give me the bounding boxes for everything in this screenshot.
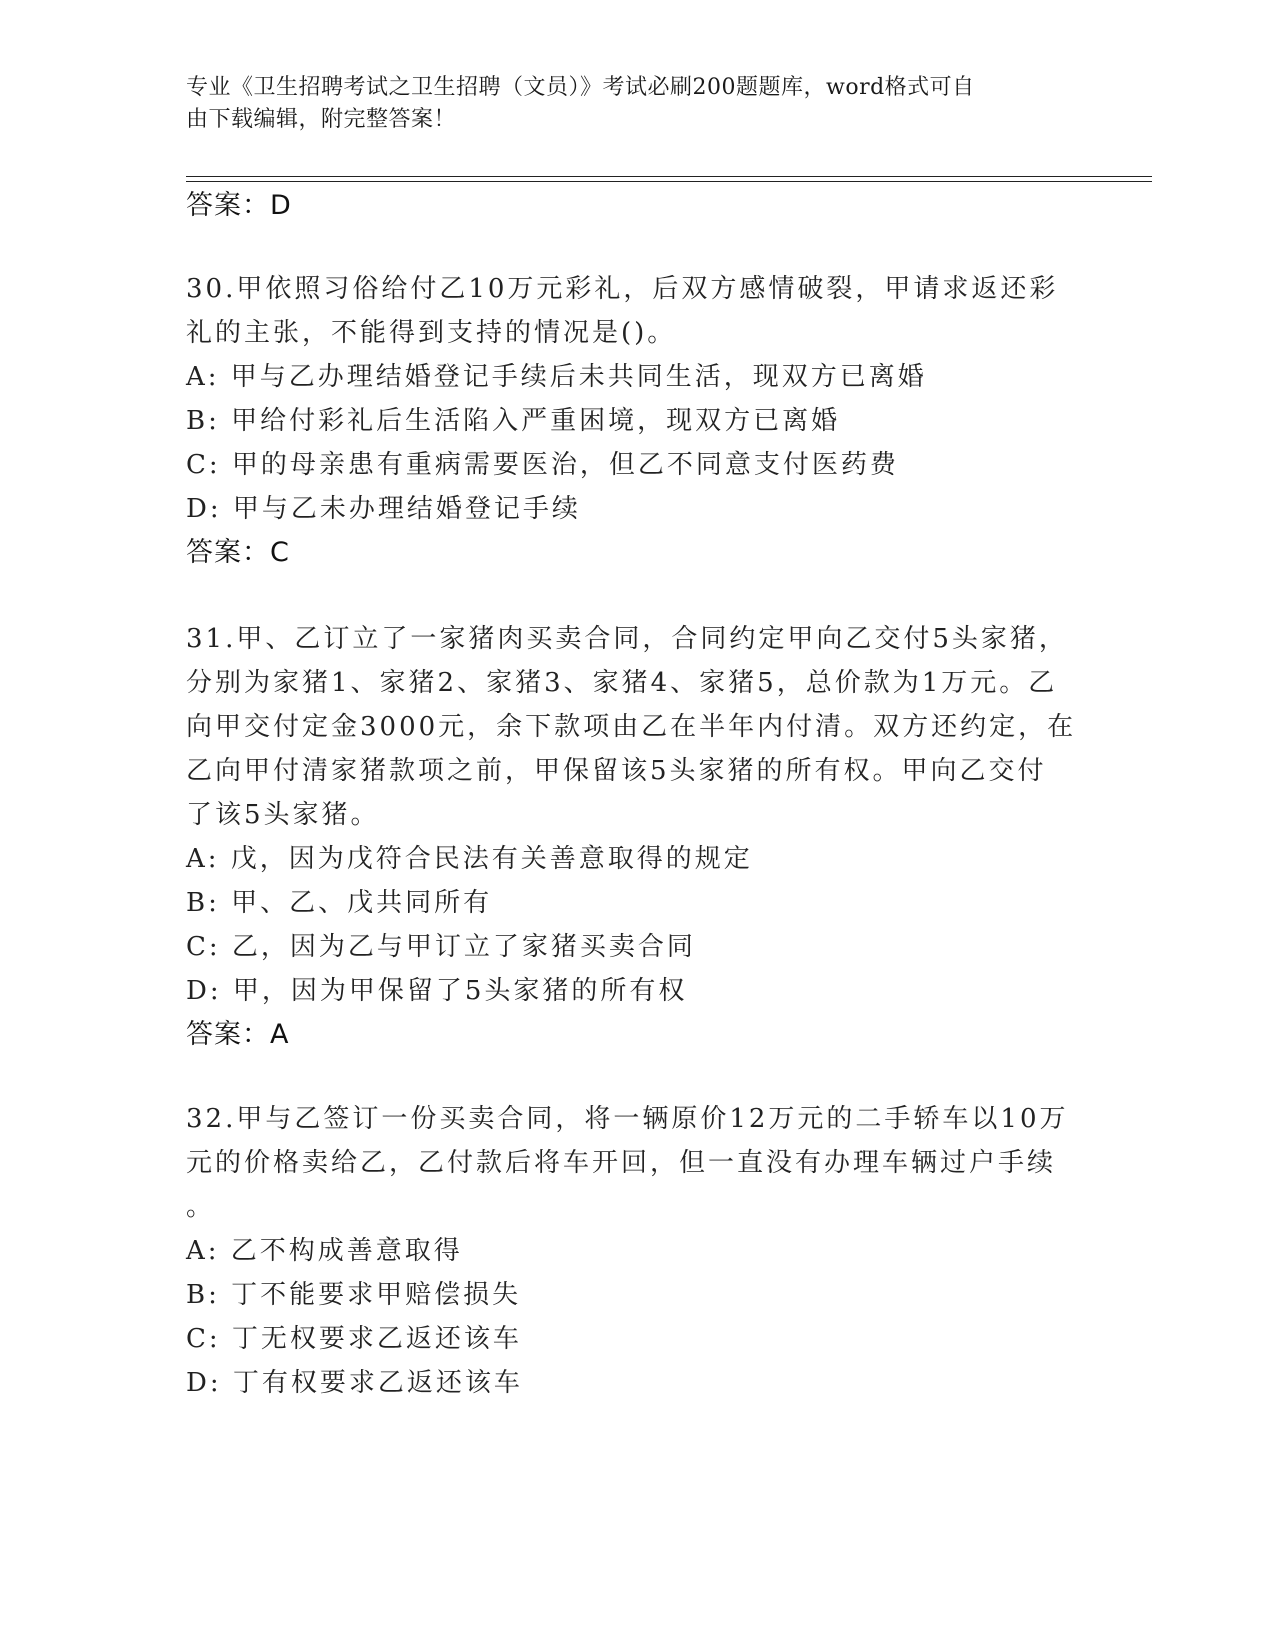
- q31-option-c: C: 乙，因为乙与甲订立了家猪买卖合同: [186, 932, 696, 962]
- q31-option-a: A: 戊，因为戊符合民法有关善意取得的规定: [186, 844, 753, 874]
- q32-stem-line-1: 32.甲与乙签订一份买卖合同，将一辆原价12万元的二手轿车以10万: [186, 1104, 1069, 1134]
- q30-answer: 答案：C: [186, 537, 290, 568]
- q31-option-d: D: 甲，因为甲保留了5头家猪的所有权: [186, 976, 688, 1006]
- q31-option-b: B: 甲、乙、戊共同所有: [186, 888, 493, 918]
- q31-stem-line-4: 乙向甲付清家猪款项之前，甲保留该5头家猪的所有权。甲向乙交付: [186, 756, 1047, 786]
- q32-option-a: A: 乙不构成善意取得: [186, 1236, 463, 1266]
- q31-answer: 答案：A: [186, 1019, 290, 1050]
- q30-option-d: D: 甲与乙未办理结婚登记手续: [186, 494, 581, 524]
- q32-stem-line-3: 。: [186, 1192, 216, 1222]
- header-divider-bottom: [186, 181, 1152, 182]
- q32-option-d: D: 丁有权要求乙返还该车: [186, 1368, 523, 1398]
- q31-stem-line-1: 31.甲、乙订立了一家猪肉买卖合同，合同约定甲向乙交付5头家猪，: [186, 624, 1068, 654]
- q32-option-c: C: 丁无权要求乙返还该车: [186, 1324, 522, 1354]
- q30-stem-line-1: 30.甲依照习俗给付乙10万元彩礼，后双方感情破裂，甲请求返还彩: [186, 274, 1059, 304]
- q30-stem-line-2: 礼的主张，不能得到支持的情况是()。: [186, 318, 677, 348]
- q32-option-b: B: 丁不能要求甲赔偿损失: [186, 1280, 522, 1310]
- header-line-2: 由下载编辑，附完整答案！: [186, 107, 457, 132]
- page-header: [186, 72, 1066, 136]
- q31-stem-line-5: 了该5头家猪。: [186, 800, 380, 830]
- q30-option-c: C: 甲的母亲患有重病需要医治，但乙不同意支付医药费: [186, 450, 899, 480]
- q31-stem-line-3: 向甲交付定金3000元，余下款项由乙在半年内付清。双方还约定，在: [186, 712, 1077, 742]
- header-divider-top: [186, 176, 1152, 177]
- q30-option-b: B: 甲给付彩礼后生活陷入严重困境，现双方已离婚: [186, 406, 841, 436]
- q30-option-a: A: 甲与乙办理结婚登记手续后未共同生活，现双方已离婚: [186, 362, 927, 392]
- previous-answer: 答案：D: [186, 190, 292, 221]
- header-line-1: 专业《卫生招聘考试之卫生招聘（文员）》考试必刷200题题库，word格式可自: [186, 75, 975, 100]
- q32-stem-line-2: 元的价格卖给乙，乙付款后将车开回，但一直没有办理车辆过户手续: [186, 1148, 1057, 1178]
- q31-stem-line-2: 分别为家猪1、家猪2、家猪3、家猪4、家猪5，总价款为1万元。乙: [186, 668, 1058, 698]
